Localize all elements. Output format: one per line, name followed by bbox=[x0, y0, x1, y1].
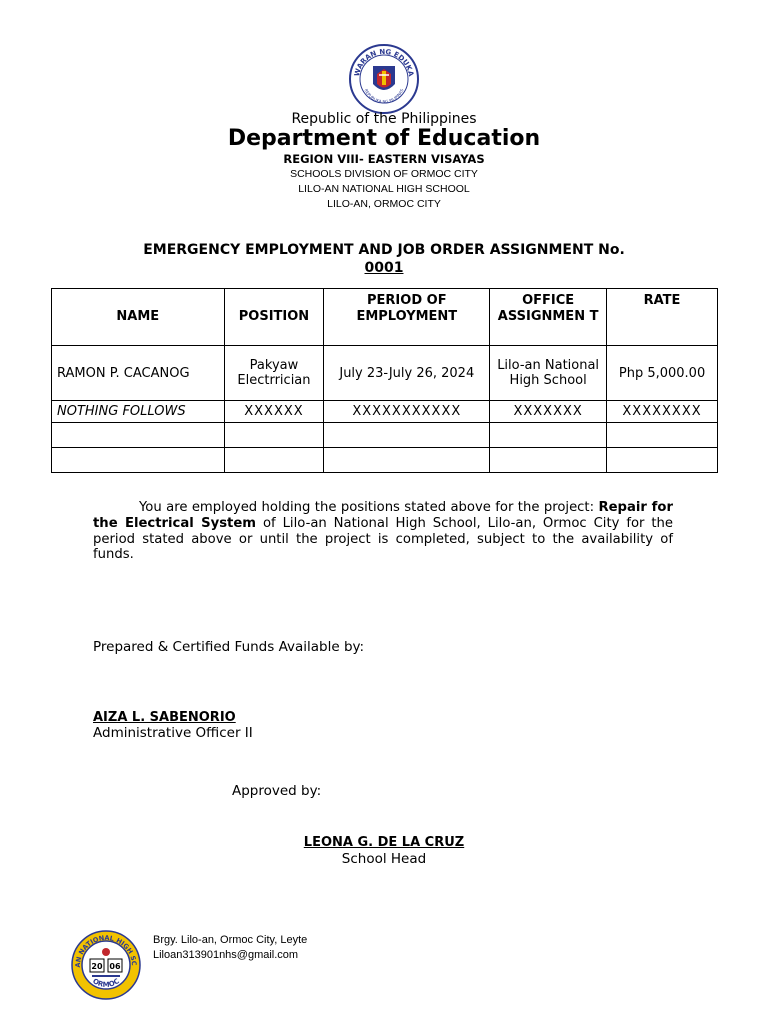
approver-title: School Head bbox=[341, 851, 427, 867]
employment-paragraph bbox=[93, 500, 673, 563]
deped-seal-logo bbox=[349, 44, 419, 114]
cell-rate: Php 5,000.00 bbox=[607, 346, 718, 401]
empty-row bbox=[52, 423, 718, 448]
cell-office: Lilo-an National High School bbox=[490, 346, 607, 401]
school-logo bbox=[70, 930, 142, 1000]
x-mark-cell: XXXXXXXX bbox=[607, 401, 718, 423]
school-logo-year-right: 06 bbox=[109, 962, 121, 971]
approver-name: LEONA G. DE LA CRUZ bbox=[303, 835, 465, 850]
footer-address: Brgy. Lilo-an, Ormoc City, Leyte bbox=[153, 934, 308, 946]
nothing-follows-row bbox=[52, 401, 718, 423]
approved-label: Approved by: bbox=[232, 783, 322, 799]
table-row bbox=[52, 346, 718, 401]
school-logo-year-left: 20 bbox=[91, 962, 103, 971]
assignment-number: 0001 bbox=[364, 260, 404, 276]
x-mark-cell: XXXXXXXXXXX bbox=[324, 401, 490, 423]
x-mark-cell: XXXXXXX bbox=[490, 401, 607, 423]
cell-position: Pakyaw Electrrician bbox=[224, 346, 324, 401]
cell-period: July 23-July 26, 2024 bbox=[324, 346, 490, 401]
address-line: LILO-AN, ORMOC CITY bbox=[327, 198, 441, 210]
x-mark-cell: XXXXXX bbox=[224, 401, 324, 423]
empty-row bbox=[52, 448, 718, 473]
approver-name-line bbox=[0, 835, 768, 850]
header-rate: RATE bbox=[607, 289, 718, 346]
header-office: OFFICE ASSIGNMEN T bbox=[490, 289, 607, 346]
paragraph-rest: of Lilo-an National High School, Lilo-an, Ormoc City for the period stated above or until the project is completed, subject to the availability of funds. bbox=[93, 515, 674, 563]
document-title: EMERGENCY EMPLOYMENT AND JOB ORDER ASSIGNMENT No. bbox=[143, 242, 625, 258]
cell-name: RAMON P. CACANOG bbox=[52, 346, 225, 401]
prepared-label: Prepared & Certified Funds Available by: bbox=[93, 639, 365, 655]
seal-text: WARAN NG EDUKA bbox=[353, 47, 415, 78]
school-logo-text: AN NATIONAL HIGH SC bbox=[73, 933, 139, 968]
header-name: NAME bbox=[52, 289, 225, 346]
division-line: SCHOOLS DIVISION OF ORMOC CITY bbox=[290, 168, 478, 180]
seal-subtext: REPUBLIKA NG PILIPINAS bbox=[363, 88, 405, 105]
republic-line: Republic of the Philippines bbox=[291, 111, 477, 127]
header-position: POSITION bbox=[224, 289, 324, 346]
project-name: Repair for the Electrical System bbox=[93, 500, 673, 531]
preparer-name: AIZA L. SABENORIO bbox=[93, 710, 236, 725]
header-period: PERIOD OF EMPLOYMENT bbox=[324, 289, 490, 346]
school-logo-city: ORMOC bbox=[91, 977, 121, 989]
paragraph-intro: You are employed holding the positions stated above for the project: bbox=[139, 500, 595, 515]
nothing-follows-cell: NOTHING FOLLOWS bbox=[52, 401, 225, 423]
footer-email: Liloan313901nhs@gmail.com bbox=[153, 949, 299, 961]
table-header-row bbox=[52, 289, 718, 346]
region-line: REGION VIII- EASTERN VISAYAS bbox=[283, 152, 485, 166]
school-line: LILO-AN NATIONAL HIGH SCHOOL bbox=[298, 183, 470, 195]
preparer-title: Administrative Officer II bbox=[93, 725, 253, 741]
assignment-table bbox=[51, 288, 718, 473]
department-title: Department of Education bbox=[227, 126, 541, 151]
